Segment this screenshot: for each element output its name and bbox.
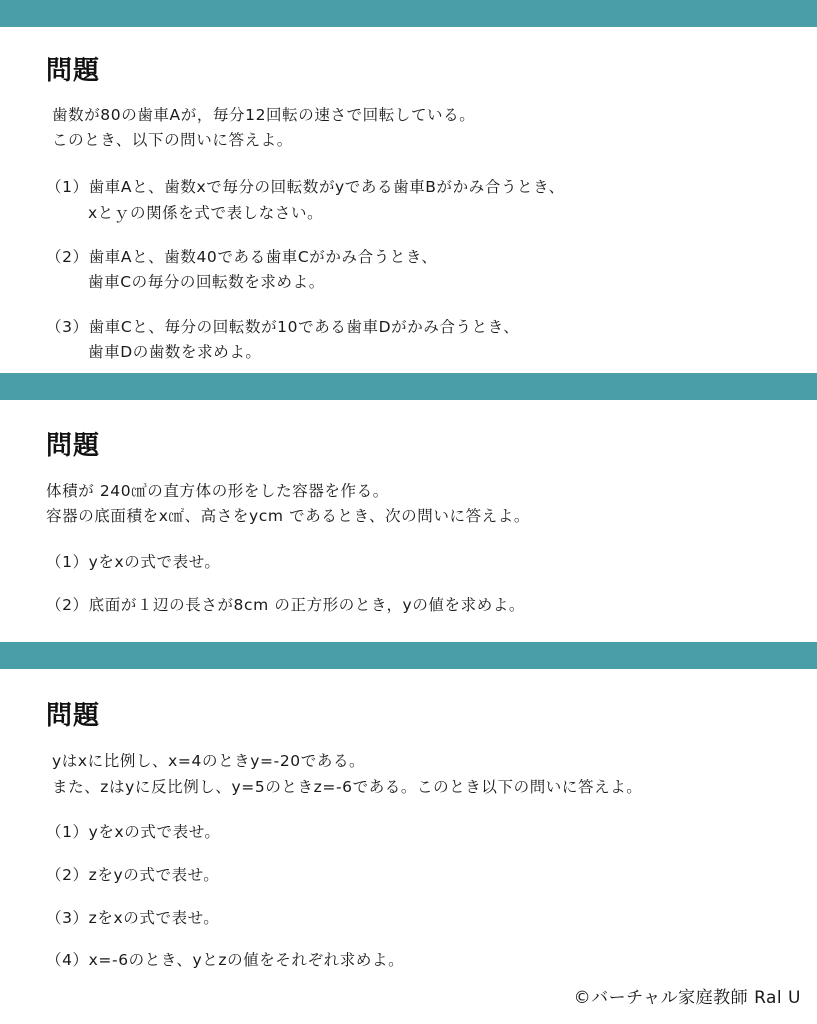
- problem-statement: 容器の底面積をx㎠、高さをycm であるとき、次の問いに答えよ。: [46, 507, 530, 525]
- question-item: （2）zをyの式で表せ。: [46, 866, 220, 884]
- problem-title: 問題: [46, 56, 101, 86]
- question-item: （2）底面が１辺の長さが8cm の正方形のとき，yの値を求めよ。: [46, 596, 526, 614]
- problem-statement: また、zはyに反比例し、y=5のときz=-6である。このとき以下の問いに答えよ。: [52, 778, 643, 796]
- problem-title: 問題: [46, 431, 101, 461]
- problem-statement: 歯数が80の歯車Aが，毎分12回転の速さで回転している。: [52, 106, 476, 124]
- question-item: （1）歯車Aと、歯数xで毎分の回転数がyである歯車Bがかみ合うとき、: [46, 178, 565, 196]
- question-item-continuation: 歯車Cの毎分の回転数を求めよ。: [88, 273, 325, 291]
- problem-statement: このとき、以下の問いに答えよ。: [52, 131, 293, 149]
- question-item: （1）yをxの式で表せ。: [46, 553, 221, 571]
- question-item: （3）zをxの式で表せ。: [46, 909, 220, 927]
- question-item-continuation: 歯車Dの歯数を求めよ。: [88, 343, 262, 361]
- section-header-band: [0, 373, 817, 400]
- section-header-band: [0, 642, 817, 669]
- section-header-band: [0, 0, 817, 27]
- problem-statement: yはxに比例し、x=4のときy=-20である。: [52, 752, 366, 770]
- question-item: （2）歯車Aと、歯数40である歯車Cがかみ合うとき、: [46, 248, 438, 266]
- question-item-continuation: xとｙの関係を式で表しなさい。: [88, 204, 324, 222]
- question-item: （1）yをxの式で表せ。: [46, 823, 221, 841]
- question-item: （4）x=-6のとき、yとzの値をそれぞれ求めよ。: [46, 951, 405, 969]
- problem-statement: 体積が 240㎤の直方体の形をした容器を作る。: [46, 482, 389, 500]
- copyright-credit: ©バーチャル家庭教師 Ral U: [573, 988, 801, 1008]
- problem-title: 問題: [46, 701, 101, 731]
- question-item: （3）歯車Cと、毎分の回転数が10である歯車Dがかみ合うとき、: [46, 318, 520, 336]
